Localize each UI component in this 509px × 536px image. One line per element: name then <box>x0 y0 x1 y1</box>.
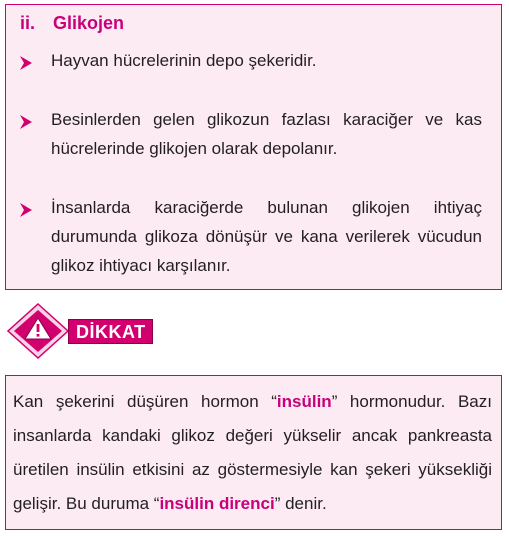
dikkat-text: ” hormonudur. Bazı insanlarda kandaki glikoz değeri yükselir ancak pankreasta üretilen insülin etkisini az göstermesiyle kan şekeri yüksekliği gelişir. Bu duruma “ <box>13 392 492 513</box>
warning-icon <box>7 303 69 359</box>
arrow-bullet-icon <box>20 56 32 70</box>
glikojen-info-box <box>5 4 502 290</box>
dikkat-note-box <box>5 375 502 530</box>
highlight-insulin: insülin <box>276 392 332 411</box>
section-heading <box>20 13 124 34</box>
section-number: ii. <box>20 13 36 33</box>
arrow-bullet-icon <box>20 115 32 129</box>
dikkat-text: Kan şekerini düşüren hormon “ <box>13 392 277 411</box>
dikkat-label: DİKKAT <box>68 319 153 344</box>
section-title: Glikojen <box>53 13 125 33</box>
arrow-bullet-icon <box>20 203 32 217</box>
dikkat-paragraph <box>13 385 492 521</box>
dikkat-badge <box>7 303 147 359</box>
bullet-text: Besinlerden gelen glikozun fazlası karaciğer ve kas hücrelerinde glikojen olarak depolanır. <box>51 110 482 158</box>
highlight-insulin-resistance: insülin direnci <box>159 494 275 513</box>
dikkat-text: ” denir. <box>274 494 327 513</box>
bullet-text: Hayvan hücrelerinin depo şekeridir. <box>51 51 317 70</box>
bullet-text: İnsanlarda karaciğerde bulunan glikojen ihtiyaç durumunda glikoza dönüşür ve kana verilerek vücudun glikoz ihtiyacı karşılanır. <box>51 198 482 275</box>
